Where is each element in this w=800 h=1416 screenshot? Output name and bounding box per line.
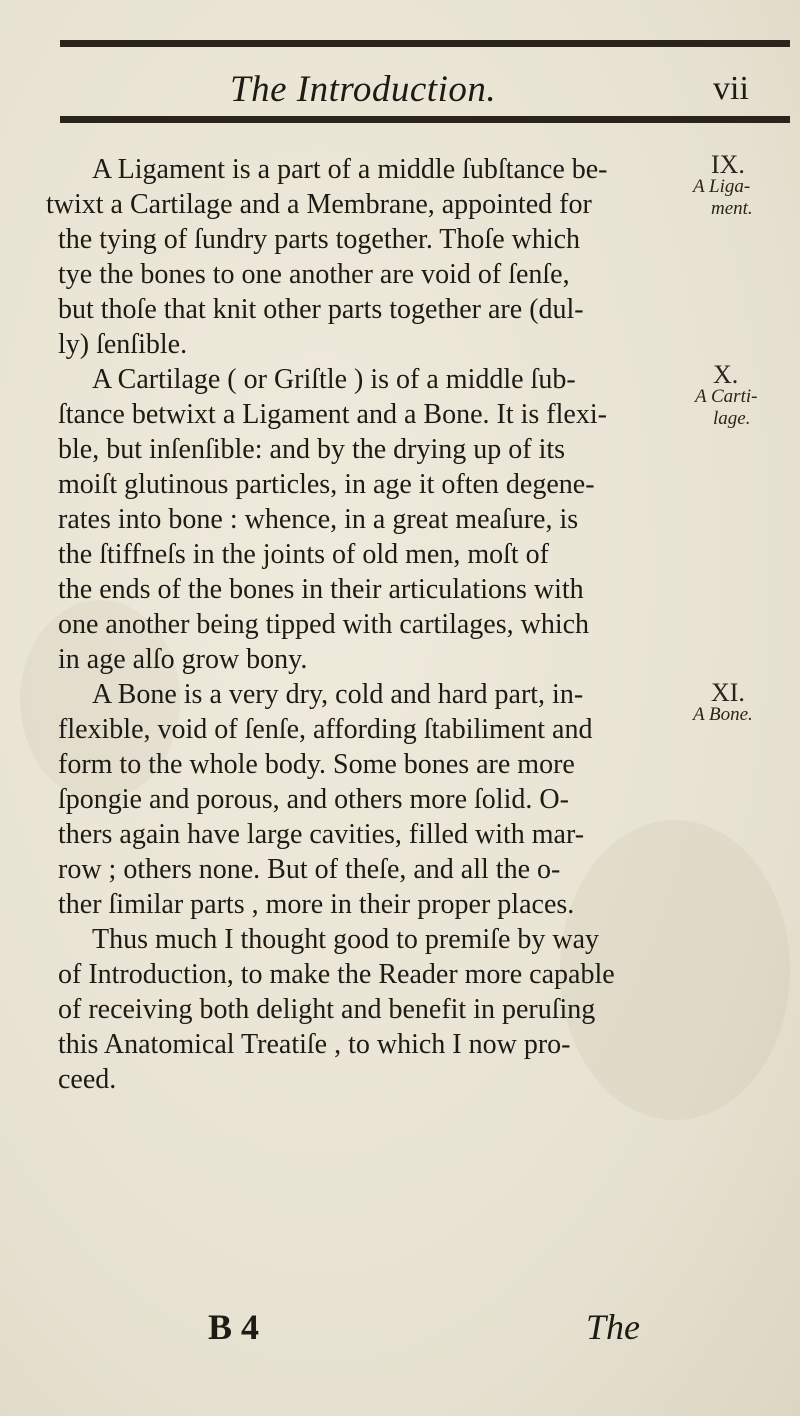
text-line: but thoſe that knit other parts together are (dul- [58, 294, 584, 325]
catchword: The [586, 1307, 640, 1347]
text-line: A Ligament is a part of a middle ſubſtance be- [92, 154, 608, 185]
text-line: twixt a Cartilage and a Membrane, appointed for [46, 189, 592, 220]
text-line: A Cartilage ( or Griſtle ) is of a middle ſub- [92, 364, 576, 395]
margin-note-label: ment. [711, 198, 753, 219]
margin-note-number: IX. [711, 150, 745, 179]
margin-note-bone [693, 678, 753, 726]
paragraph-cartilage [46, 362, 676, 677]
text-line: form to the whole body. Some bones are more [58, 749, 575, 780]
text-line: of receiving both delight and benefit in peruſing [58, 994, 596, 1025]
text-line: ceed. [58, 1064, 117, 1095]
paragraph-bone [46, 677, 676, 922]
text-line: this Anatomical Treatiſe , to which I now pro- [58, 1029, 571, 1060]
text-line: ly) ſenſible. [58, 329, 188, 360]
margin-note-number: XI. [711, 678, 745, 707]
text-line: row ; others none. But of theſe, and all the o- [58, 854, 561, 885]
margin-note-label: A Bone. [693, 704, 753, 725]
text-line: moiſt glutinous particles, in age it often degene- [58, 469, 595, 500]
running-head: The Introduction. [230, 69, 497, 110]
margin-note-label: A Liga- [693, 176, 751, 197]
text-line: in age alſo grow bony. [58, 644, 308, 675]
body-text [46, 152, 676, 1097]
text-line: tye the bones to one another are void of ſenſe, [58, 259, 570, 290]
text-line: ſtance betwixt a Ligament and a Bone. It is flexi- [58, 399, 607, 430]
text-line: A Bone is a very dry, cold and hard part, in- [92, 679, 584, 710]
text-line: the tying of ſundry parts together. Thoſe which [58, 224, 581, 255]
header-rule-bottom [60, 116, 790, 123]
signature-mark: B 4 [208, 1307, 260, 1347]
margin-note-cartilage [695, 360, 758, 430]
paragraph-conclusion [46, 922, 676, 1097]
margin-note-number: X. [713, 360, 739, 389]
margin-note-ligament [693, 150, 753, 220]
text-line: rates into bone : whence, in a great meaſure, is [58, 504, 579, 535]
text-line: one another being tipped with cartilages, which [58, 609, 590, 640]
text-line: ble, but inſenſible: and by the drying up of its [58, 434, 566, 465]
header-rule-top [60, 40, 790, 47]
paragraph-ligament [46, 152, 676, 362]
text-line: flexible, void of ſenſe, affording ſtabiliment and [58, 714, 593, 745]
text-line: the ends of the bones in their articulations with [58, 574, 584, 605]
text-line: thers again have large cavities, filled with mar- [58, 819, 585, 850]
text-line: ther ſimilar parts , more in their proper places. [58, 889, 575, 920]
margin-note-label: lage. [713, 408, 751, 429]
page-number: vii [713, 70, 749, 107]
text-line: ſpongie and porous, and others more ſolid. O- [58, 784, 569, 815]
text-line: Thus much I thought good to premiſe by way [92, 924, 600, 955]
text-line: the ſtiffneſs in the joints of old men, moſt of [58, 539, 549, 570]
text-line: of Introduction, to make the Reader more capable [58, 959, 615, 990]
margin-note-label: A Carti- [695, 386, 758, 407]
